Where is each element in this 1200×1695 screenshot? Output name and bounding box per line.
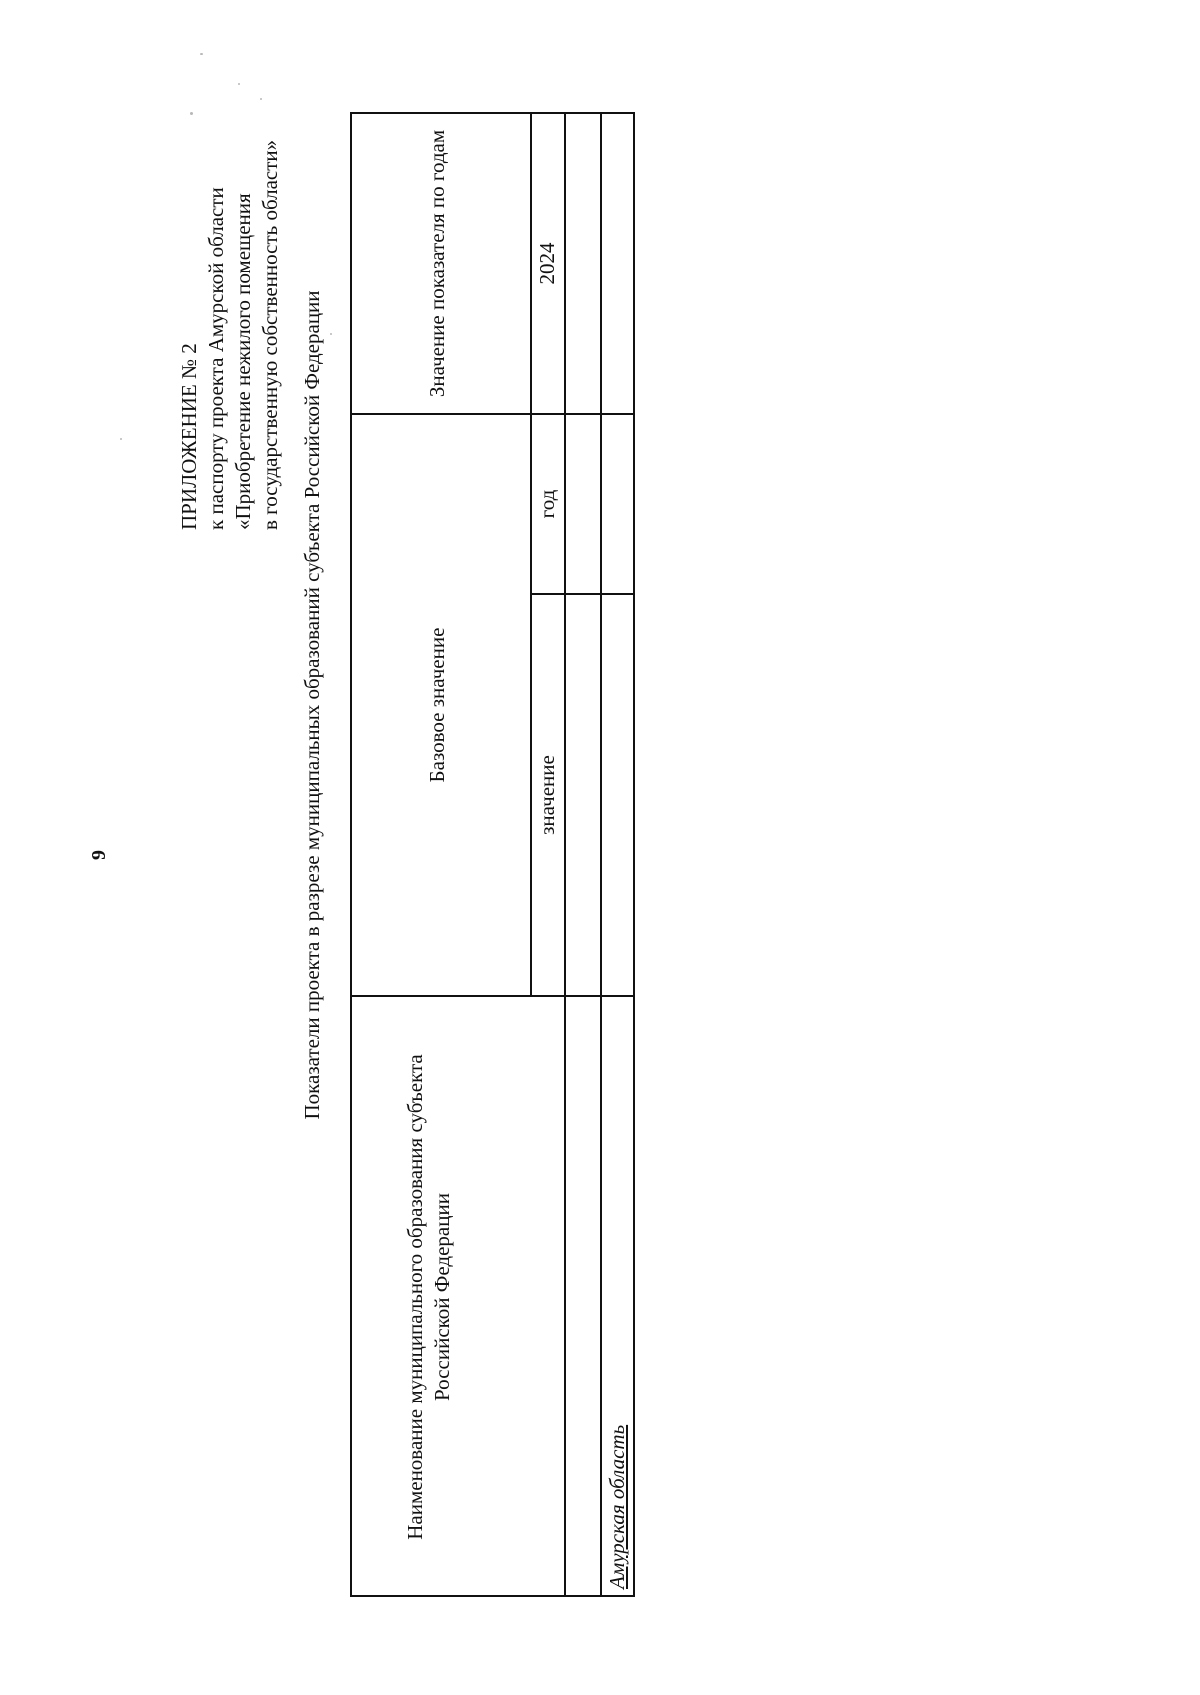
table-rule-base-years bbox=[350, 413, 635, 415]
appendix-header bbox=[176, 60, 284, 530]
scan-speck bbox=[190, 112, 193, 115]
scan-speck bbox=[238, 83, 240, 85]
table-rule-empty-row bbox=[600, 112, 602, 1597]
scan-speck bbox=[260, 98, 262, 100]
header-base-value: Базовое значение bbox=[425, 627, 449, 783]
header-municipality-line-2: Российской Федерации bbox=[430, 1193, 454, 1401]
appendix-line-1: к паспорту проекта Амурской области bbox=[204, 187, 228, 530]
page-number: 9 bbox=[88, 850, 110, 860]
table-border-top bbox=[350, 112, 352, 1597]
appendix-line-2: «Приобретение нежилого помещения bbox=[231, 193, 255, 530]
scan-speck bbox=[330, 333, 332, 335]
scan-speck bbox=[200, 53, 203, 55]
header-indicator-by-years: Значение показателя по годам bbox=[425, 129, 449, 398]
appendix-title: ПРИЛОЖЕНИЕ № 2 bbox=[177, 343, 201, 530]
table-border-bottom bbox=[633, 112, 635, 1597]
table-border-right bbox=[350, 112, 635, 114]
table-rule-subheader bbox=[530, 112, 532, 997]
scan-speck bbox=[120, 438, 122, 440]
header-value: значение bbox=[535, 755, 559, 835]
indicators-table bbox=[350, 112, 635, 1597]
table-border-left bbox=[350, 1595, 635, 1597]
header-municipality-line-1: Наименование муниципального образования субъекта bbox=[403, 1054, 427, 1540]
header-year: год bbox=[535, 489, 559, 519]
header-year-2024: 2024 bbox=[535, 242, 559, 285]
appendix-line-3: в государственную собственность области» bbox=[258, 139, 282, 530]
header-municipality bbox=[402, 1007, 456, 1587]
row-municipality-name: Амурская область bbox=[605, 1424, 629, 1589]
table-rule-header-bottom bbox=[564, 112, 566, 1597]
table-title: Показатели проекта в разрезе муниципальных образований субъекта Российской Федерации bbox=[300, 290, 324, 1120]
table-rule-municipality bbox=[350, 995, 635, 997]
